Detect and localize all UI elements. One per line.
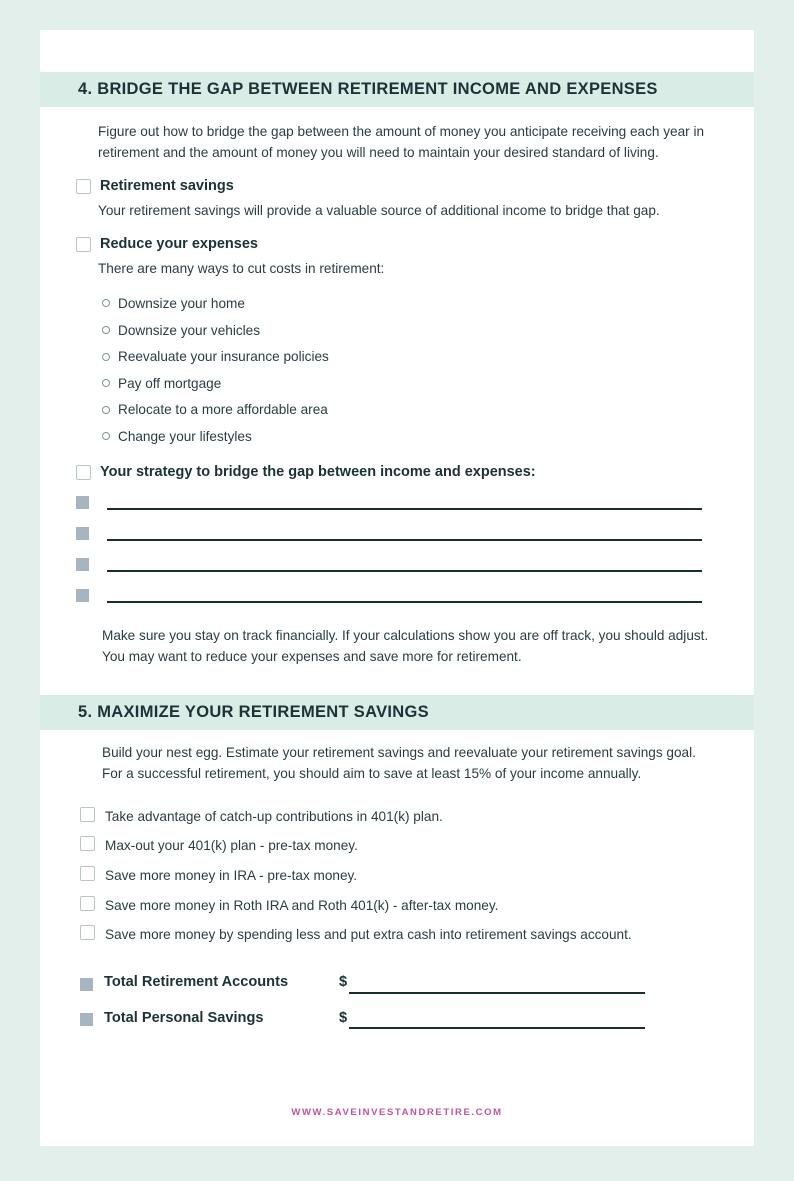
section4-content: [40, 107, 754, 695]
strategy-write-row: [76, 589, 710, 603]
option-label: Downsize your vehicles: [118, 322, 261, 338]
savings-checklist: [80, 806, 710, 945]
reduce-expenses-checkbox[interactable]: [76, 237, 91, 252]
strategy-label: Your strategy to bridge the gap between income and expenses:: [100, 463, 536, 480]
retirement-savings-description: Your retirement savings will provide a valuable source of additional income to bridge that gap.: [98, 202, 660, 218]
total-retirement-accounts-line[interactable]: [349, 980, 645, 994]
square-bullet-icon: [76, 496, 89, 509]
check-item-strategy: [76, 463, 710, 482]
section4-header: [40, 72, 754, 107]
total-personal-savings-line[interactable]: [349, 1015, 645, 1029]
option-label: Change your lifestyles: [118, 428, 252, 444]
totals-block: [80, 971, 710, 1029]
strategy-write-line-2[interactable]: [107, 527, 702, 541]
max-out-401k-checkbox[interactable]: [80, 836, 95, 851]
strategy-write-line-1[interactable]: [107, 496, 702, 510]
worksheet-page: [40, 30, 754, 1146]
total-personal-savings-row: [80, 1007, 710, 1030]
circle-bullet-icon: [102, 353, 110, 361]
checklist-label: Save more money in IRA - pre-tax money.: [105, 868, 358, 884]
list-item: [102, 426, 710, 447]
checklist-row: [80, 924, 710, 945]
circle-bullet-icon: [102, 432, 110, 440]
square-bullet-icon: [76, 527, 89, 540]
catch-up-contributions-checkbox[interactable]: [80, 807, 95, 822]
total-retirement-accounts-row: [80, 971, 710, 994]
circle-bullet-icon: [102, 299, 110, 307]
checklist-label: Take advantage of catch-up contributions in 401(k) plan.: [105, 808, 443, 824]
total-retirement-accounts-label: Total Retirement Accounts: [104, 974, 289, 991]
square-bullet-icon: [76, 558, 89, 571]
check-item-retirement-savings: [76, 177, 710, 196]
check-item-reduce-expenses: [76, 235, 710, 254]
dollar-sign: $: [339, 1009, 348, 1026]
reduce-expenses-description: There are many ways to cut costs in retirement:: [98, 260, 385, 276]
strategy-checkbox[interactable]: [76, 465, 91, 480]
section4-note: Make sure you stay on track financially. If your calculations show you are off track, you should adjust. You may want to reduce your expenses and save more for retirement.: [102, 627, 709, 664]
checklist-label: Max-out your 401(k) plan - pre-tax money.: [105, 838, 358, 854]
strategy-write-row: [76, 527, 710, 541]
option-label: Pay off mortgage: [118, 375, 222, 391]
cost-cutting-options: [102, 293, 710, 447]
list-item: [102, 320, 710, 341]
option-label: Reevaluate your insurance policies: [118, 349, 329, 365]
list-item: [102, 293, 710, 314]
section4-title: 4. BRIDGE THE GAP BETWEEN RETIREMENT INCOME AND EXPENSES: [78, 80, 658, 98]
section5-title: 5. MAXIMIZE YOUR RETIREMENT SAVINGS: [78, 702, 429, 721]
section5-intro: Build your nest egg. Estimate your retirement savings and reevaluate your retirement savings goal. For a successful retirement, you should aim to save at least 15% of your income annually.: [102, 744, 696, 781]
square-bullet-icon: [80, 1013, 93, 1026]
section5-content: [40, 730, 754, 1043]
circle-bullet-icon: [102, 406, 110, 414]
strategy-write-line-3[interactable]: [107, 558, 702, 572]
strategy-write-line-4[interactable]: [107, 589, 702, 603]
checklist-row: [80, 835, 710, 856]
circle-bullet-icon: [102, 379, 110, 387]
website-url: WWW.SAVEINVESTANDRETIRE.COM: [291, 1107, 503, 1119]
strategy-write-row: [76, 558, 710, 572]
checklist-row: [80, 895, 710, 916]
checklist-row: [80, 806, 710, 827]
checklist-label: Save more money in Roth IRA and Roth 401(k) - after-tax money.: [105, 897, 499, 913]
list-item: [102, 399, 710, 420]
dollar-sign: $: [339, 974, 348, 991]
retirement-savings-label: Retirement savings: [100, 178, 234, 195]
save-ira-checkbox[interactable]: [80, 866, 95, 881]
total-personal-savings-label: Total Personal Savings: [104, 1009, 264, 1026]
square-bullet-icon: [80, 978, 93, 991]
option-label: Downsize your home: [118, 295, 245, 311]
save-roth-checkbox[interactable]: [80, 896, 95, 911]
section4-intro: Figure out how to bridge the gap between the amount of money you anticipate receiving each year in retirement and the amount of money you will need to maintain your desired standard of living.: [98, 124, 705, 161]
checklist-row: [80, 865, 710, 886]
page-footer: [40, 1042, 754, 1146]
square-bullet-icon: [76, 589, 89, 602]
circle-bullet-icon: [102, 326, 110, 334]
spend-less-checkbox[interactable]: [80, 925, 95, 940]
retirement-savings-checkbox[interactable]: [76, 179, 91, 194]
checklist-label: Save more money by spending less and put extra cash into retirement savings account.: [105, 927, 632, 943]
section5-header: [40, 695, 754, 730]
reduce-expenses-label: Reduce your expenses: [100, 236, 258, 253]
option-label: Relocate to a more affordable area: [118, 402, 328, 418]
list-item: [102, 346, 710, 367]
strategy-write-row: [76, 496, 710, 510]
list-item: [102, 373, 710, 394]
